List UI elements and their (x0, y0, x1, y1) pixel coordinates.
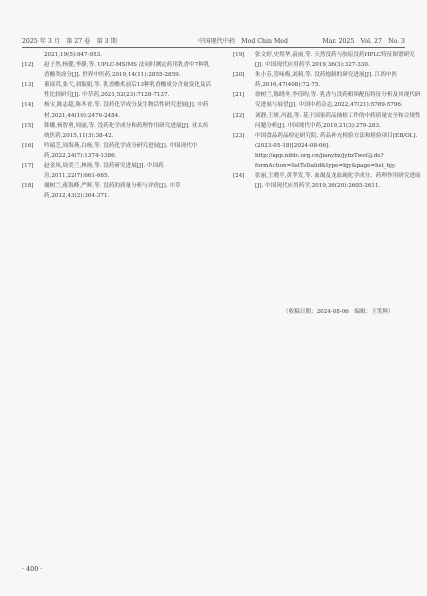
receipt-and-editor-note: （收稿日期：2024-08-06 编辑：王笑辉） (283, 309, 394, 315)
header-divider (22, 47, 405, 48)
page-number: · 400 · (22, 565, 43, 573)
reference-text: 2021,19(5):947-953. (44, 52, 102, 58)
reference-text: 张文婷,史煜华,袁丽,等. 天然没药与胶原没药HPLC特征图谱研究[J]. 中国现代应用药学,2019,36(3):327-330. (255, 52, 415, 69)
reference-number: [14] (22, 102, 34, 109)
reference-item (233, 171, 423, 191)
reference-number: [16] (22, 142, 34, 149)
reference-number: [19] (233, 52, 245, 58)
reference-item (22, 80, 212, 100)
reference-item (233, 90, 423, 110)
reference-text: 朱小芬,管咏梅,刘莉,等. 没药炮制的研究进展[J]. 江西中医药,2016,47(408):72-75. (255, 72, 398, 89)
reference-number: [17] (22, 163, 34, 170)
reference-text: 赵子然,杨健,李静,等. UPLC-MS/MS 法同时测定药用乳香中7种乳香酸类成分[J]. 世界中医药,2019,14(11):2855-2859. (44, 62, 210, 79)
reference-item (22, 100, 212, 120)
reference-number: [20] (233, 72, 245, 79)
reference-item (22, 121, 212, 141)
header-issue-info: 2025 年 3 月 第 27 卷 第 3 期 (22, 38, 117, 45)
reference-item (233, 111, 423, 131)
reference-column-right (233, 50, 423, 191)
running-header (22, 33, 405, 47)
reference-number: [24] (233, 173, 245, 180)
reference-item (22, 161, 212, 181)
header-journal-name: 中国现代中药 Mod Chin Med (198, 38, 288, 45)
reference-number: [13] (22, 82, 34, 89)
reference-item (22, 181, 212, 201)
reference-item (22, 50, 212, 60)
reference-item (233, 70, 423, 90)
reference-number: [23] (233, 132, 245, 139)
reference-number: [21] (233, 92, 245, 99)
reference-text: 韩娜,杨智勇,周丽,等. 没药化学成分和药理作用研究进展[J]. 亚太传统医药,2015,11(3):38-42. (44, 122, 209, 139)
reference-text: 杨宝,陈志超,陈冬青,等. 没药化学成分及生物活性研究进展[J]. 中药材,2021,44(10):2476-2484. (44, 102, 209, 119)
reference-item (233, 131, 423, 171)
reference-text: 中国食品药品检定研究院. 药品补充检验方法和检验项目[EB/OL]. (2023-05-18)[2024-08-06]. http://app.nifdc.org.cn/jianybz/jybzTwoGj.do?formAction=listTsDalid&type=bjy&page=list_bjy. (255, 132, 418, 170)
reference-column-left (22, 50, 212, 201)
reference-text: 张丽,王晓平,黄孝发,等. 血竭及龙血竭化学成分、药理作用研究进展[J]. 中国现代应用药学,2019,36(20):2605-2611. (255, 173, 421, 190)
reference-text: 谢树兰,蒋海峰,严辉,等. 没药的质量分析与评价[J]. 中草药,2012,43(2):364-371. (44, 183, 181, 200)
reference-text: 吟瑞芝,周海燕,白杨,等. 没药化学成分研究进展[J]. 中国现代中药,2022,24(7):1374-1386. (44, 142, 198, 159)
reference-item (22, 141, 212, 161)
reference-text: 徐树兰,陈晓冬,李佳昀,等. 乳香与没药相须配伍特征分析及其现代研究进展与展望[J]. 中国中药杂志,2022,47(21):5789-5796. (255, 92, 421, 109)
header-issue-info-english: Mar. 2025 Vol. 27 No. 3 (322, 38, 405, 45)
reference-text: 董瑶茸,张弋,刘振娟,等. 乳香醋炙前后13种乳香酸成分含量变化及活性比较研究[J]. 中草药,2021,52(23):7128-7137. (44, 82, 212, 99)
reference-item (233, 50, 423, 70)
reference-number: [12] (22, 62, 34, 69)
reference-number: [22] (233, 112, 245, 119)
reference-number: [15] (22, 122, 34, 129)
reference-item (22, 60, 212, 80)
reference-text: 刘静,王妍,冯磊,等. 基于国家药品抽检工作的中药质量安全和合规性问题分析[J]. 中国现代中药,2019,21(3):279-283. (255, 112, 421, 129)
reference-text: 赵金凤,周美兰,林扬,等. 没药研究进展[J]. 中国药房,2011,22(7):661-665. (44, 163, 164, 180)
reference-number: [18] (22, 183, 34, 190)
